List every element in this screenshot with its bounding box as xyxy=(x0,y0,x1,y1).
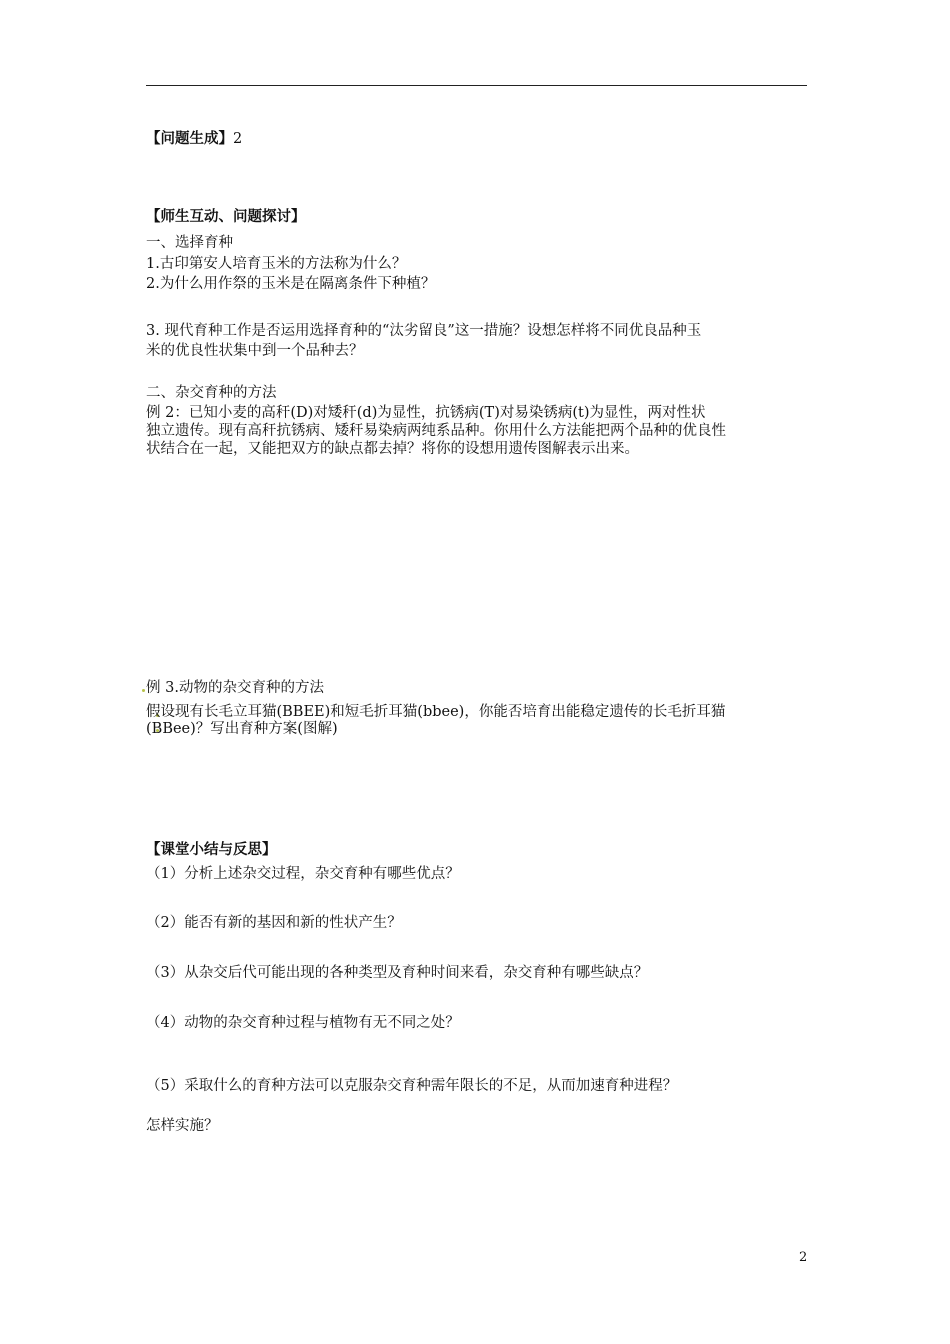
example-3-title: 例 3.动物的杂交育种的方法 xyxy=(146,680,324,696)
summary-item-2: （2）能否有新的基因和新的性状产生？ xyxy=(146,915,402,931)
problem-gen-heading: 【问题生成】 xyxy=(146,130,233,147)
summary-item-3: （3）从杂交后代可能出现的各种类型及育种时间来看，杂交育种有哪些缺点？ xyxy=(146,965,649,981)
example-3-line-1: 假设现有长毛立耳猫(BBEE)和短毛折耳猫(bbee)，你能否培育出能稳定遗传的长毛折耳猫 xyxy=(146,704,726,720)
section1-title: 一、选择育种 xyxy=(146,235,233,251)
question-3-line-2: 米的优良性状集中到一个品种去？ xyxy=(146,343,364,359)
interaction-heading: 【师生互动、问题探讨】 xyxy=(146,208,306,225)
summary-item-1: （1）分析上述杂交过程，杂交育种有哪些优点？ xyxy=(146,866,460,882)
header-rule xyxy=(146,85,807,86)
margin-mark xyxy=(142,689,145,692)
section2-title: 二、杂交育种的方法 xyxy=(146,385,277,401)
summary-item-5: （5）采取什么的育种方法可以克服杂交育种需年限长的不足，从而加速育种进程？ xyxy=(146,1078,678,1094)
problem-gen-line xyxy=(146,130,242,148)
summary-closing: 怎样实施？ xyxy=(146,1118,219,1134)
problem-gen-number: 2 xyxy=(233,131,243,147)
example-2-line-3: 状结合在一起，又能把双方的缺点都去掉？将你的设想用遗传图解表示出来。 xyxy=(146,441,639,457)
summary-heading: 【课堂小结与反思】 xyxy=(146,841,277,858)
question-1: 1.古印第安人培育玉米的方法称为什么？ xyxy=(146,256,407,272)
example-2-line-2: 独立遗传。现有高秆抗锈病、矮秆易染病两纯系品种。你用什么方法能把两个品种的优良性 xyxy=(146,423,726,439)
question-2: 2.为什么用作祭的玉米是在隔离条件下种植？ xyxy=(146,276,436,292)
question-3-line-1: 3. 现代育种工作是否运用选择育种的“汰劣留良”这一措施？设想怎样将不同优良品种玉 xyxy=(146,323,702,339)
example-3-line-2: (BBee)？写出育种方案(图解) xyxy=(146,721,338,737)
summary-item-4: （4）动物的杂交育种过程与植物有无不同之处？ xyxy=(146,1015,460,1031)
page-number: 2 xyxy=(799,1250,808,1265)
example-2-line-1: 例 2：已知小麦的高秆(D)对矮秆(d)为显性，抗锈病(T)对易染锈病(t)为显性，两对性状 xyxy=(146,405,706,421)
